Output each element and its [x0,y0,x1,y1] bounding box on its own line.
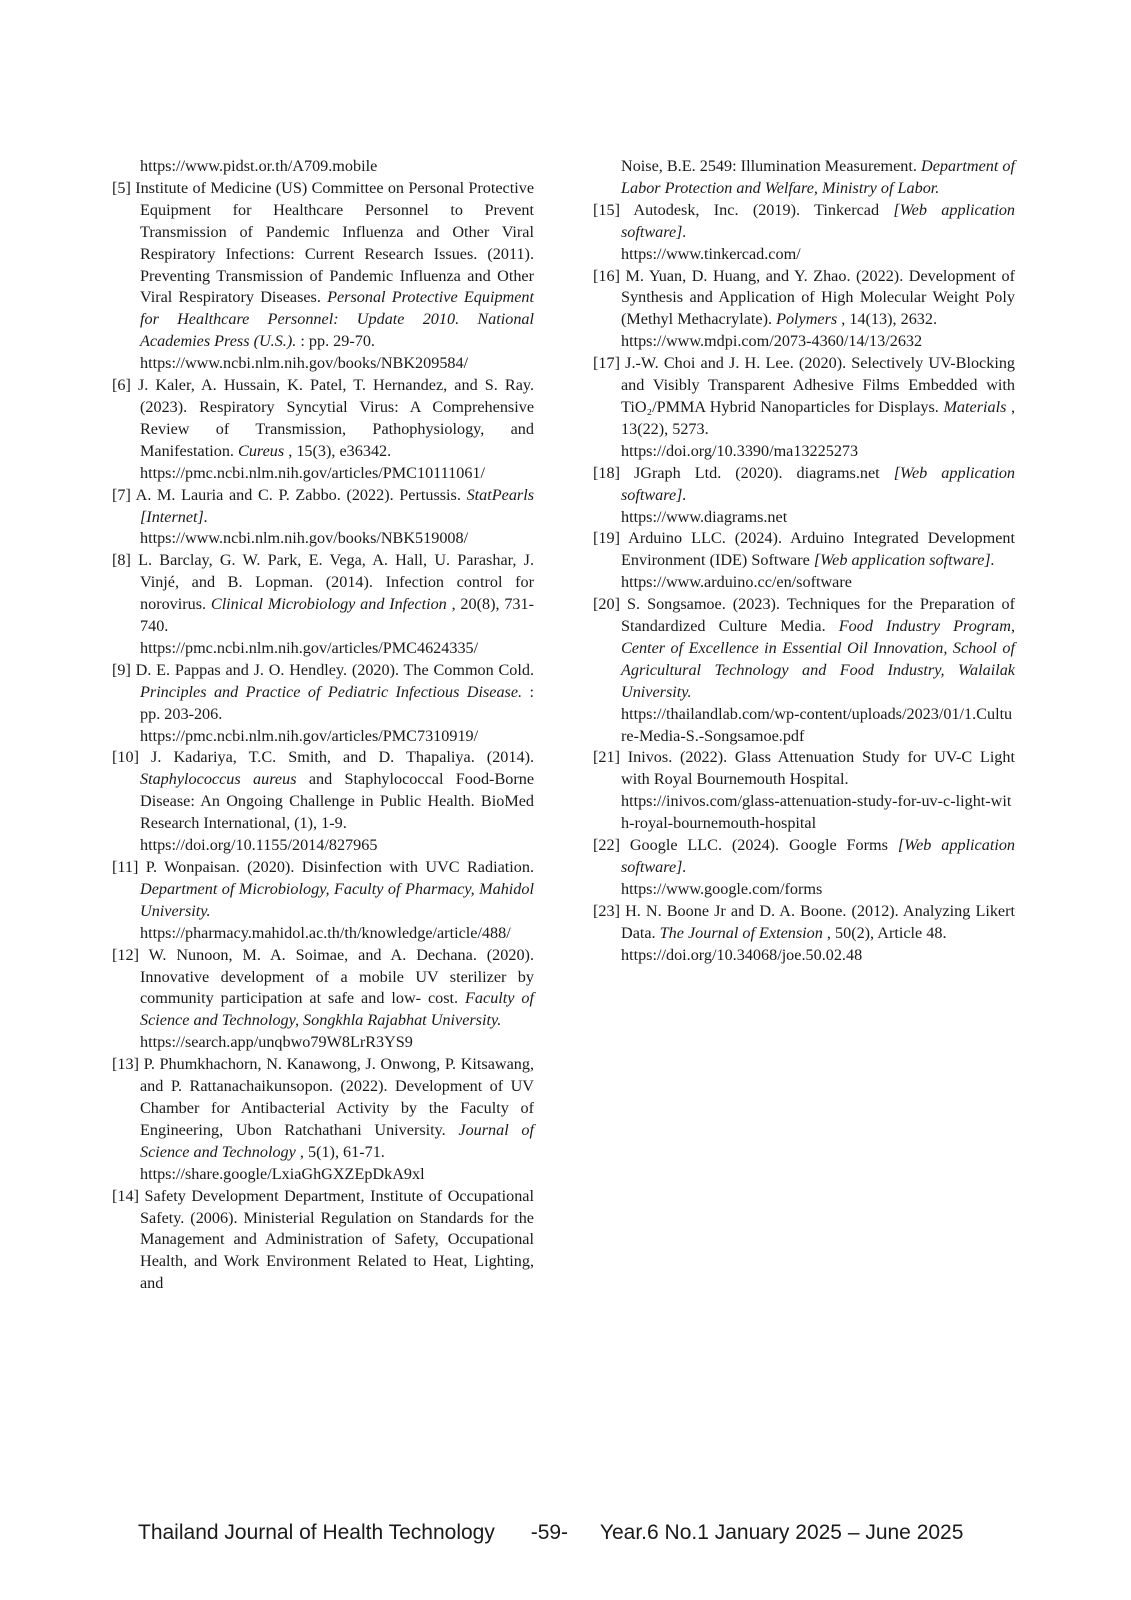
reference-tail: , 50(2), Article 48. [826,923,947,942]
reference-citation [112,945,534,1033]
reference-text: P. Wonpaisan. (2020). Disinfection with UVC Radiation. [145,858,534,876]
reference-url[interactable]: https://pmc.ncbi.nlm.nih.gov/articles/PMC4624335/ [140,638,479,657]
page-footer [138,1521,1038,1545]
reference-citation [112,857,534,923]
reference-number: [14] [112,1186,139,1205]
reference-italic: StatPearls [Internet]. [140,485,535,526]
reference-citation [593,594,1015,704]
reference-tail: : pp. 29-70. [300,332,375,351]
reference-url[interactable]: https://inivos.com/glass-attenuation-study-for-uv-c-light-with-royal-bournemouth-hospital [621,792,1012,833]
reference-tail: , 20(8), 731-740. [140,595,534,636]
reference-number: [12] [112,945,139,964]
reference-entry [593,835,1015,901]
reference-italic: Department of Microbiology, Faculty of Pharmacy, Mahidol University. [140,879,534,920]
reference-number: [8] [112,551,131,570]
reference-entry [112,485,534,551]
reference-url[interactable]: https://doi.org/10.3390/ma13225273 [621,441,859,460]
reference-number: [18] [593,463,620,482]
reference-text: Autodesk, Inc. (2019). Tinkercad [633,200,880,219]
reference-number: [21] [593,748,620,767]
reference-entry [112,945,534,1055]
reference-italic: [Web application software]. [621,200,1016,241]
reference-number: [13] [112,1055,139,1074]
reference-text: A. M. Lauria and C. P. Zabbo. (2022). Pertussis. [135,485,461,504]
reference-text: M. Yuan, D. Huang, and Y. Zhao. (2022). Development of Synthesis and Application of High Molecular Weight Poly (Methyl Methacrylate). [621,266,1015,329]
reference-url[interactable]: https://www.ncbi.nlm.nih.gov/books/NBK519008/ [140,529,469,548]
reference-tail: , 13(22), 5273. [621,397,1016,438]
reference-citation [112,747,534,835]
reference-citation [112,375,534,463]
continuation-italic: Department of Labor Protection and Welfare, Ministry of Labor. [621,157,1016,197]
reference-text: D. E. Pappas and J. O. Hendley. (2020). The Common Cold. [135,660,535,679]
reference-italic: The Journal of Extension [659,923,823,942]
reference-text: P. Phumkhachorn, N. Kanawong, J. Onwong, P. Kitsawang, and P. Rattanachaikunsopon. (2022). Development of UV Chamber for Antibacterial Activity by the Faculty of Engineering, Ubon Ratchathani University. [140,1055,534,1139]
reference-citation [593,463,1015,507]
reference-number: [23] [593,901,620,920]
reference-entry [593,266,1015,354]
reference-citation [112,660,534,726]
reference-italic: [Web application software]. [621,836,1016,876]
footer-page-number: -59- [530,1521,569,1544]
reference-url[interactable]: https://share.google/LxiaGhGXZEpDkA9xl [140,1164,425,1183]
reference-entry [593,200,1015,266]
reference-entry [593,353,1015,463]
reference-italic: Personal Protective Equipment for Healthcare Personnel: Update 2010. National Academies Press (U.S.). [140,288,535,351]
reference-number: [10] [112,748,139,767]
reference-list-right [593,200,1015,967]
reference-citation [593,835,1015,879]
reference-number: [11] [112,858,139,876]
reference-entry [112,178,534,375]
reference-number: [22] [593,836,620,855]
continuation-url: https://www.pidst.or.th/A709.mobile [140,157,378,175]
reference-entry [112,1054,534,1185]
reference-number: [5] [112,178,131,197]
reference-citation [112,485,534,529]
reference-italic: Principles and Practice of Pediatric Infectious Disease. [140,682,523,701]
reference-text: H. N. Boone Jr and D. A. Boone. (2012). Analyzing Likert Data. [621,901,1016,942]
continuation-text [593,156,1015,200]
reference-citation [112,550,534,638]
reference-list-left [112,178,534,1295]
reference-entry [593,594,1015,747]
reference-entry [112,660,534,748]
reference-url[interactable]: https://doi.org/10.34068/joe.50.02.48 [621,945,863,964]
reference-entry [112,747,534,857]
reference-italic: [Web application software]. [621,463,1016,504]
reference-text: Institute of Medicine (US) Committee on Personal Protective Equipment for Healthcare Personnel to Prevent Transmission of Pandemic Influenza and Other Viral Respiratory Infections: Current Research Issues. (2011). Preventing Transmission of Pandemic Influenza and Other Viral Respiratory Diseases. [135,178,534,307]
reference-text: J. Kadariya, T.C. Smith, and D. Thapaliya. (2014). [151,748,535,767]
reference-entry [112,550,534,660]
references-left-column [112,156,534,1295]
reference-italic: Staphylococcus aureus [140,770,297,789]
reference-citation [593,353,1015,441]
reference-text: S. Songsamoe. (2023). Techniques for the Preparation of Standardized Culture Media. [621,595,1016,636]
reference-tail: , 15(3), e36342. [288,441,392,460]
references-right-column [593,156,1015,967]
reference-citation [112,178,534,353]
reference-entry [112,857,534,945]
reference-entry [593,528,1015,594]
reference-italic: Cureus [238,441,285,460]
reference-text: Arduino LLC. (2024). Arduino Integrated Development Environment (IDE) Software [621,529,1015,570]
reference-url[interactable]: https://pharmacy.mahidol.ac.th/th/knowledge/article/488/ [140,923,511,942]
reference-text: Safety Development Department, Institute of Occupational Safety. (2006). Ministerial Regulation on Standards for the Management and Administration of Safety, Occupational Health, and Work Environment Related to Heat, Lighting, and [140,1186,534,1293]
reference-url[interactable]: https://www.mdpi.com/2073-4360/14/13/2632 [621,332,923,351]
reference-italic: Clinical Microbiology and Infection [210,595,447,614]
reference-url[interactable]: https://thailandlab.com/wp-content/uploads/2023/01/1.Culture-Media-S.-Songsamoe.pdf [621,704,1013,745]
reference-italic: Food Industry Program, Center of Excellence in Essential Oil Innovation, School of Agricultural Technology and Food Industry, Walailak University. [621,617,1016,701]
reference-number: [17] [593,354,620,373]
reference-text: JGraph Ltd. (2020). diagrams.net [633,463,880,482]
reference-italic: [Web application software]. [813,551,995,570]
reference-italic: Materials [943,397,1007,416]
reference-citation [112,1054,534,1164]
reference-italic: Polymers [776,310,838,329]
reference-url[interactable]: https://doi.org/10.1155/2014/827965 [140,836,378,855]
reference-text: J. Kaler, A. Hussain, K. Patel, T. Hernandez, and S. Ray. (2023). Respiratory Syncytial Virus: A Comprehensive Review of Transmission, Pathophysiology, and Manifestation. [137,376,534,460]
reference-text: Google LLC. (2024). Google Forms [629,836,888,855]
reference-entry [112,375,534,485]
footer-issue-info: Year.6 No.1 January 2025 – June 2025 [599,1521,964,1544]
reference-text: L. Barclay, G. W. Park, E. Vega, A. Hall, U. Parashar, J. Vinjé, and B. Lopman. (2014). Infection control for norovirus. [138,551,535,614]
reference-number: [15] [593,200,620,219]
reference-tail: : pp. 203-206. [140,682,535,723]
reference-entry [593,747,1015,835]
reference-citation [593,200,1015,244]
reference-number: [7] [112,485,131,504]
reference-citation [593,266,1015,332]
reference-url[interactable]: https://search.app/unqbwo79W8LrR3YS9 [140,1033,413,1052]
reference-url[interactable]: https://www.arduino.cc/en/software [621,573,852,592]
continuation-plain: Noise, B.E. 2549: Illumination Measurement. [621,157,917,175]
reference-number: [16] [593,266,620,285]
reference-url[interactable]: https://www.tinkercad.com/ [621,244,801,263]
reference-url[interactable]: https://www.ncbi.nlm.nih.gov/books/NBK209584/ [140,354,469,373]
reference-italic: Faculty of Science and Technology, Songkhla Rajabhat University. [140,989,535,1030]
reference-number: [19] [593,529,620,548]
reference-number: [20] [593,595,620,614]
reference-citation [593,901,1015,945]
reference-entry [593,901,1015,967]
reference-url[interactable]: https://www.diagrams.net [621,507,788,526]
reference-text: Inivos. (2022). Glass Attenuation Study for UV-C Light with Royal Bournemouth Hospital. [621,748,1015,789]
reference-citation [593,528,1015,572]
reference-citation [593,747,1015,791]
reference-url[interactable]: https://pmc.ncbi.nlm.nih.gov/articles/PMC10111061/ [140,463,486,482]
reference-tail: , 5(1), 61-71. [299,1142,385,1161]
reference-tail: , 14(13), 2632. [841,310,938,329]
footer-journal-name: Thailand Journal of Health Technology [138,1521,495,1544]
reference-entry [593,463,1015,529]
reference-citation [112,1186,534,1296]
reference-tail: and Staphylococcal Food-Borne Disease: An Ongoing Challenge in Public Health. BioMed Research International, (1), 1-9. [140,770,535,833]
reference-entry [112,1186,534,1296]
reference-italic: Journal of Science and Technology [140,1120,534,1161]
reference-text: W. Nunoon, M. A. Soimae, and A. Dechana. (2020). Innovative development of a mobile UV sterilizer by community participation at safe and low- cost. [140,945,534,1008]
reference-url[interactable]: https://pmc.ncbi.nlm.nih.gov/articles/PMC7310919/ [140,726,479,745]
reference-number: [6] [112,376,131,395]
reference-text: J.-W. Choi and J. H. Lee. (2020). Selectively UV-Blocking and Visibly Transparent Adhesive Films Embedded with TiO₂/PMMA Hybrid Nanoparticles for Displays. [621,354,1016,416]
reference-url[interactable]: https://www.google.com/forms [621,879,823,898]
reference-number: [9] [112,660,131,679]
